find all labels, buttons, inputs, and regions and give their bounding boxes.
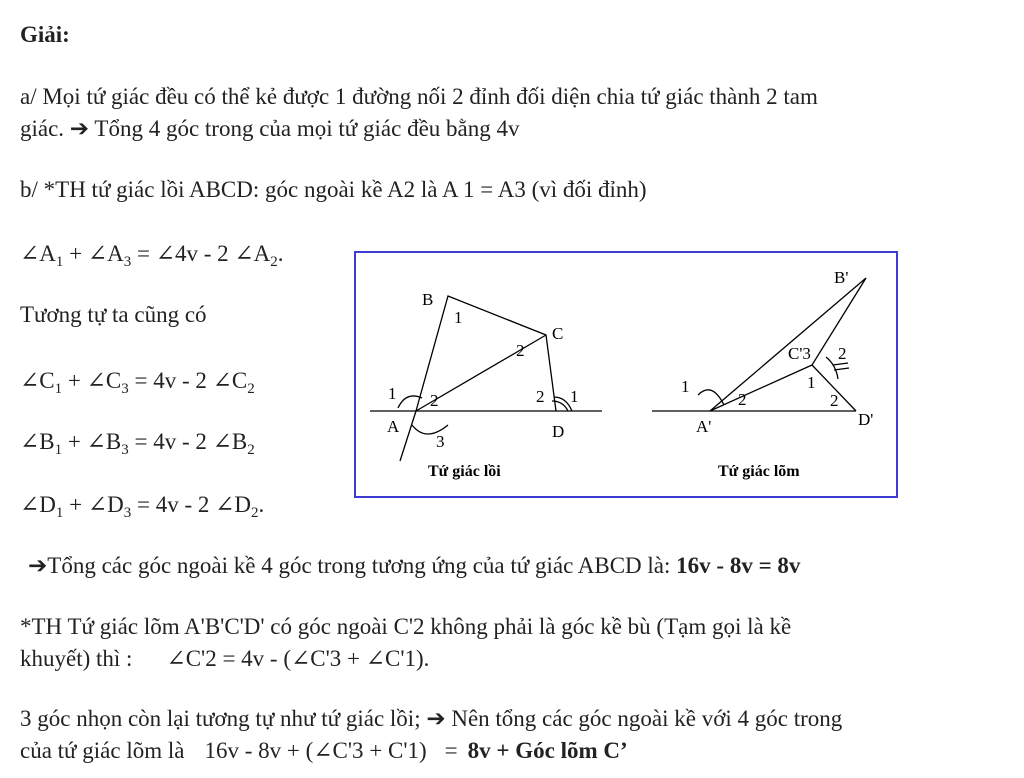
sum-line xyxy=(28,551,800,581)
eq-d-sub: 3 xyxy=(123,505,132,521)
concave-line-4 xyxy=(20,736,628,766)
label-c-prime: C'3 xyxy=(788,344,811,363)
eq-b-term: + ∠B xyxy=(62,429,122,454)
label-a-prime: A' xyxy=(696,417,712,436)
eq-c-term: + ∠C xyxy=(62,368,122,393)
concave-line-3: 3 góc nhọn còn lại tương tự như tứ giác lồi; ➔ Nên tổng các góc ngoài kề với 4 góc trong xyxy=(20,706,843,731)
eq-c-sub: 3 xyxy=(121,381,129,397)
concave-line-1: *TH Tứ giác lõm A'B'C'D' có góc ngoài C'2 không phải là góc kề bù (Tạm gọi là kề xyxy=(20,614,792,639)
eq-a-sub: 3 xyxy=(123,254,132,270)
equation-b xyxy=(20,427,255,457)
label-a: A xyxy=(387,417,400,436)
label-d2: 2 xyxy=(536,387,545,406)
concave-angle-arc-c2 xyxy=(826,357,838,379)
solution-heading: Giải: xyxy=(20,22,70,47)
eq-d-term: + ∠D xyxy=(63,492,124,517)
eq-a-term: = ∠4v - 2 ∠A xyxy=(131,241,271,266)
label-c2-prime: 2 xyxy=(838,344,847,363)
figure-svg xyxy=(356,253,900,500)
sum-prefix: ➔Tổng các góc ngoài kề 4 góc trong tương ứng của tứ giác ABCD là: xyxy=(28,553,671,578)
convex-extension-a xyxy=(400,411,416,461)
label-d2-prime: 2 xyxy=(830,391,839,410)
eq-d-term: = 4v - 2 ∠D xyxy=(131,492,252,517)
sum-value: 16v - 8v = 8v xyxy=(676,553,801,578)
label-a3: 3 xyxy=(436,432,445,451)
equation-d xyxy=(20,490,264,520)
label-c: C xyxy=(552,324,564,343)
label-d1: 1 xyxy=(570,387,579,406)
label-c1-prime: 1 xyxy=(807,373,816,392)
eq-d-term: ∠D xyxy=(20,492,56,517)
eq-a-term: + ∠A xyxy=(63,241,124,266)
label-c2: 2 xyxy=(516,341,525,360)
eq-c-sub: 1 xyxy=(54,381,63,397)
eq-b-sub: 2 xyxy=(247,442,255,458)
equation-a xyxy=(20,239,284,269)
concave-tick-2 xyxy=(834,368,849,370)
quadrilateral-figure xyxy=(354,251,898,498)
part-a-line-2: giác. ➔ Tổng 4 góc trong của mọi tứ giác đều bằng 4v xyxy=(20,116,520,141)
label-a2-prime: 2 xyxy=(738,390,747,409)
concave-diagonal xyxy=(710,365,812,411)
eq-b-term: = 4v - 2 ∠B xyxy=(128,429,248,454)
label-a1: 1 xyxy=(388,384,397,403)
part-b-intro: b/ *TH tứ giác lồi ABCD: góc ngoài kề A2 là A 1 = A3 (vì đối đỉnh) xyxy=(20,177,647,202)
concave-result: 8v + Góc lõm C’ xyxy=(467,738,628,763)
caption-convex: Tứ giác lồi xyxy=(428,463,501,480)
label-b: B xyxy=(422,290,434,309)
concave-sum-expr: 16v - 8v + (∠C'3 + C'1) xyxy=(204,738,427,763)
label-d-prime: D' xyxy=(858,410,874,429)
eq-a-end: . xyxy=(277,241,284,266)
caption-concave: Tứ giác lõm xyxy=(718,463,800,480)
label-b-prime: B' xyxy=(834,268,849,287)
concave-line-4-text: của tứ giác lõm là xyxy=(20,738,185,763)
concave-formula: ∠C'2 = 4v - (∠C'3 + ∠C'1). xyxy=(166,646,430,671)
eq-a-term: ∠A xyxy=(20,241,56,266)
eq-b-term: ∠B xyxy=(20,429,55,454)
eq-b-sub: 3 xyxy=(121,442,129,458)
label-d: D xyxy=(552,422,565,441)
eq-c-sub: 2 xyxy=(247,381,255,397)
eq-a-sub: 1 xyxy=(55,254,64,270)
similar-text: Tương tự ta cũng có xyxy=(20,302,207,327)
label-a1-prime: 1 xyxy=(681,377,690,396)
eq-d-sub: 2 xyxy=(251,505,259,521)
equation-c xyxy=(20,366,255,396)
eq-c-term: = 4v - 2 ∠C xyxy=(128,368,248,393)
eq-d-end: . xyxy=(258,492,265,517)
label-b1: 1 xyxy=(454,308,463,327)
concave-tick-1 xyxy=(833,363,848,365)
eq-a-sub: 2 xyxy=(270,254,278,270)
label-a2: 2 xyxy=(430,391,439,410)
eq-c-term: ∠C xyxy=(20,368,55,393)
concave-line-2 xyxy=(20,644,429,674)
concave-line-2-text: khuyết) thì : xyxy=(20,646,133,671)
part-a-line-1: a/ Mọi tứ giác đều có thể kẻ được 1 đường nối 2 đỉnh đối diện chia tứ giác thành 2 tam xyxy=(20,84,818,109)
concave-equals: = xyxy=(444,738,458,763)
eq-d-sub: 1 xyxy=(55,505,64,521)
eq-b-sub: 1 xyxy=(54,442,63,458)
